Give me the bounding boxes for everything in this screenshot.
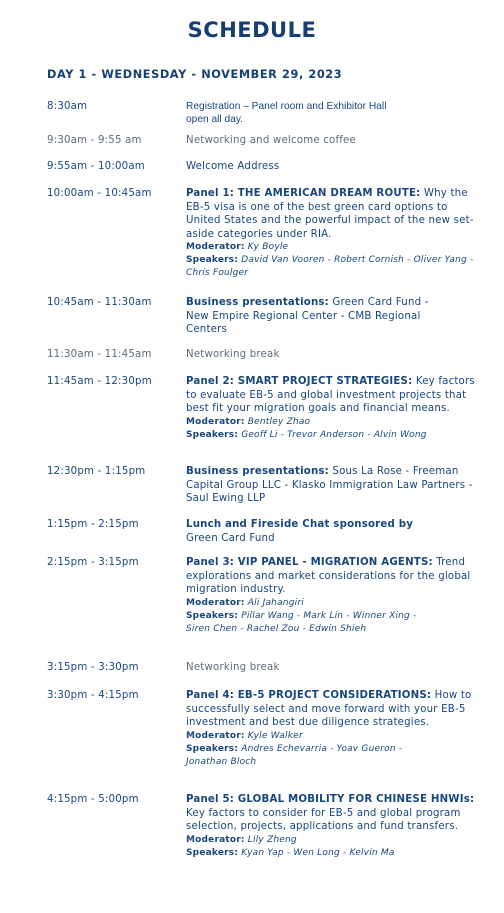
session-label: Panel 3: VIP PANEL - MIGRATION AGENTS: bbox=[186, 557, 433, 568]
session-content bbox=[186, 689, 476, 769]
moderator-line bbox=[186, 241, 476, 254]
session-desc: Sous La Rose - Freeman Capital Group LLC - Klasko Immigration Law Partners - Saul Ewing LLP bbox=[186, 466, 473, 504]
moderator-label: Moderator: bbox=[186, 834, 245, 845]
session-content bbox=[186, 100, 476, 126]
moderator-label: Moderator: bbox=[186, 416, 245, 427]
session-time: 10:00am - 10:45am bbox=[47, 188, 152, 199]
moderator-line bbox=[186, 597, 476, 610]
session-label: Lunch and Fireside Chat sponsored by bbox=[186, 519, 414, 530]
speakers-label: Speakers: bbox=[186, 255, 239, 265]
session-time: 1:15pm - 2:15pm bbox=[47, 519, 139, 530]
session-content bbox=[186, 793, 476, 860]
speakers-label: Speakers: bbox=[186, 429, 239, 440]
moderator-line bbox=[186, 730, 476, 743]
session-time: 9:30am - 9:55 am bbox=[47, 135, 142, 146]
speakers-names: David Van Vooren - Robert Cornish - Oliver Yang - Chris Foulger bbox=[186, 255, 474, 278]
session-content bbox=[186, 465, 476, 506]
session-time: 9:55am - 10:00am bbox=[47, 161, 145, 172]
speakers-line bbox=[186, 847, 476, 860]
session-desc: How to successfully select and move forward with your EB-5 investment and best due diligence strategies. bbox=[186, 690, 472, 728]
speakers-names: Andres Echevarria - Yoav Gueron - Jonathan Bloch bbox=[186, 743, 403, 767]
session-time: 4:15pm - 5:00pm bbox=[47, 794, 139, 805]
page-title: SCHEDULE bbox=[187, 18, 317, 42]
session-content bbox=[186, 296, 436, 337]
moderator-name: Bentley Zhao bbox=[247, 416, 311, 427]
session-time: 11:45am - 12:30pm bbox=[47, 376, 152, 387]
speakers-label: Speakers: bbox=[186, 743, 239, 754]
day-heading: DAY 1 - WEDNESDAY - NOVEMBER 29, 2023 bbox=[47, 68, 343, 81]
session-desc: Green Card Fund - New Empire Regional Center - CMB Regional Centers bbox=[186, 297, 429, 335]
session-content bbox=[186, 375, 476, 442]
session-time: 3:30pm - 4:15pm bbox=[47, 690, 139, 701]
session-desc: Trend explorations and market considerations for the global migration industry. bbox=[186, 557, 471, 595]
speakers-label: Speakers: bbox=[186, 847, 239, 858]
session-time: 2:15pm - 3:15pm bbox=[47, 557, 139, 568]
session-time: 12:30pm - 1:15pm bbox=[47, 466, 146, 477]
speakers-names: Kyan Yap - Wen Long - Kelvin Ma bbox=[241, 847, 395, 858]
moderator-name: Ali Jahangiri bbox=[247, 597, 304, 608]
session-label: Panel 2: SMART PROJECT STRATEGIES: bbox=[186, 376, 413, 387]
moderator-label: Moderator: bbox=[186, 730, 245, 741]
session-description bbox=[186, 556, 476, 597]
session-text: Registration – Panel room and Exhibitor Hall bbox=[186, 101, 387, 112]
session-text: open all day. bbox=[186, 114, 244, 125]
moderator-line bbox=[186, 834, 476, 847]
moderator-name: Kyle Walker bbox=[247, 730, 303, 741]
speakers-label: Speakers: bbox=[186, 610, 239, 621]
speakers-line bbox=[186, 254, 476, 280]
session-text: Welcome Address bbox=[186, 161, 280, 172]
session-time: 10:45am - 11:30am bbox=[47, 297, 152, 308]
session-content bbox=[186, 187, 476, 280]
session-time: 8:30am bbox=[47, 101, 88, 112]
moderator-name: Ky Boyle bbox=[247, 242, 289, 252]
moderator-line bbox=[186, 416, 476, 429]
session-content bbox=[186, 556, 476, 636]
speakers-line bbox=[186, 743, 426, 769]
session-desc: Green Card Fund bbox=[186, 532, 275, 544]
session-description bbox=[186, 375, 476, 416]
session-desc: Key factors to evaluate EB-5 and global investment projects that best fit your migration goals and financial means. bbox=[186, 376, 475, 414]
speakers-names: Geoff Li - Trevor Anderson - Alvin Wong bbox=[241, 429, 427, 440]
moderator-label: Moderator: bbox=[186, 242, 245, 252]
session-text: Networking break bbox=[186, 349, 280, 360]
moderator-label: Moderator: bbox=[186, 597, 245, 608]
session-text: Networking break bbox=[186, 662, 280, 673]
session-label: Panel 1: THE AMERICAN DREAM ROUTE: bbox=[186, 188, 421, 199]
session-description bbox=[186, 793, 476, 834]
session-content bbox=[186, 518, 476, 545]
speakers-line bbox=[186, 429, 476, 442]
session-label: Business presentations: bbox=[186, 297, 329, 308]
session-description bbox=[186, 689, 476, 730]
moderator-name: Lily Zheng bbox=[247, 834, 297, 845]
session-text: Networking and welcome coffee bbox=[186, 135, 356, 146]
session-label: Panel 5: GLOBAL MOBILITY FOR CHINESE HNWIs: bbox=[186, 794, 475, 805]
speakers-names: Pillar Wang - Mark Lin - Winner Xing - Siren Chen - Rachel Zou - Edwin Shieh bbox=[186, 610, 417, 634]
speakers-line bbox=[186, 610, 431, 636]
session-desc: Why the EB-5 visa is one of the best green card options to United States and the powerful impact of the new set-aside categories under RIA. bbox=[186, 188, 474, 240]
session-desc: Key factors to consider for EB-5 and global program selection, projects, applications and fund transfers. bbox=[186, 807, 461, 832]
session-time: 3:15pm - 3:30pm bbox=[47, 662, 139, 673]
session-label: Panel 4: EB-5 PROJECT CONSIDERATIONS: bbox=[186, 690, 432, 701]
session-label: Business presentations: bbox=[186, 466, 329, 477]
session-description bbox=[186, 187, 476, 241]
session-time: 11:30am - 11:45am bbox=[47, 349, 152, 360]
